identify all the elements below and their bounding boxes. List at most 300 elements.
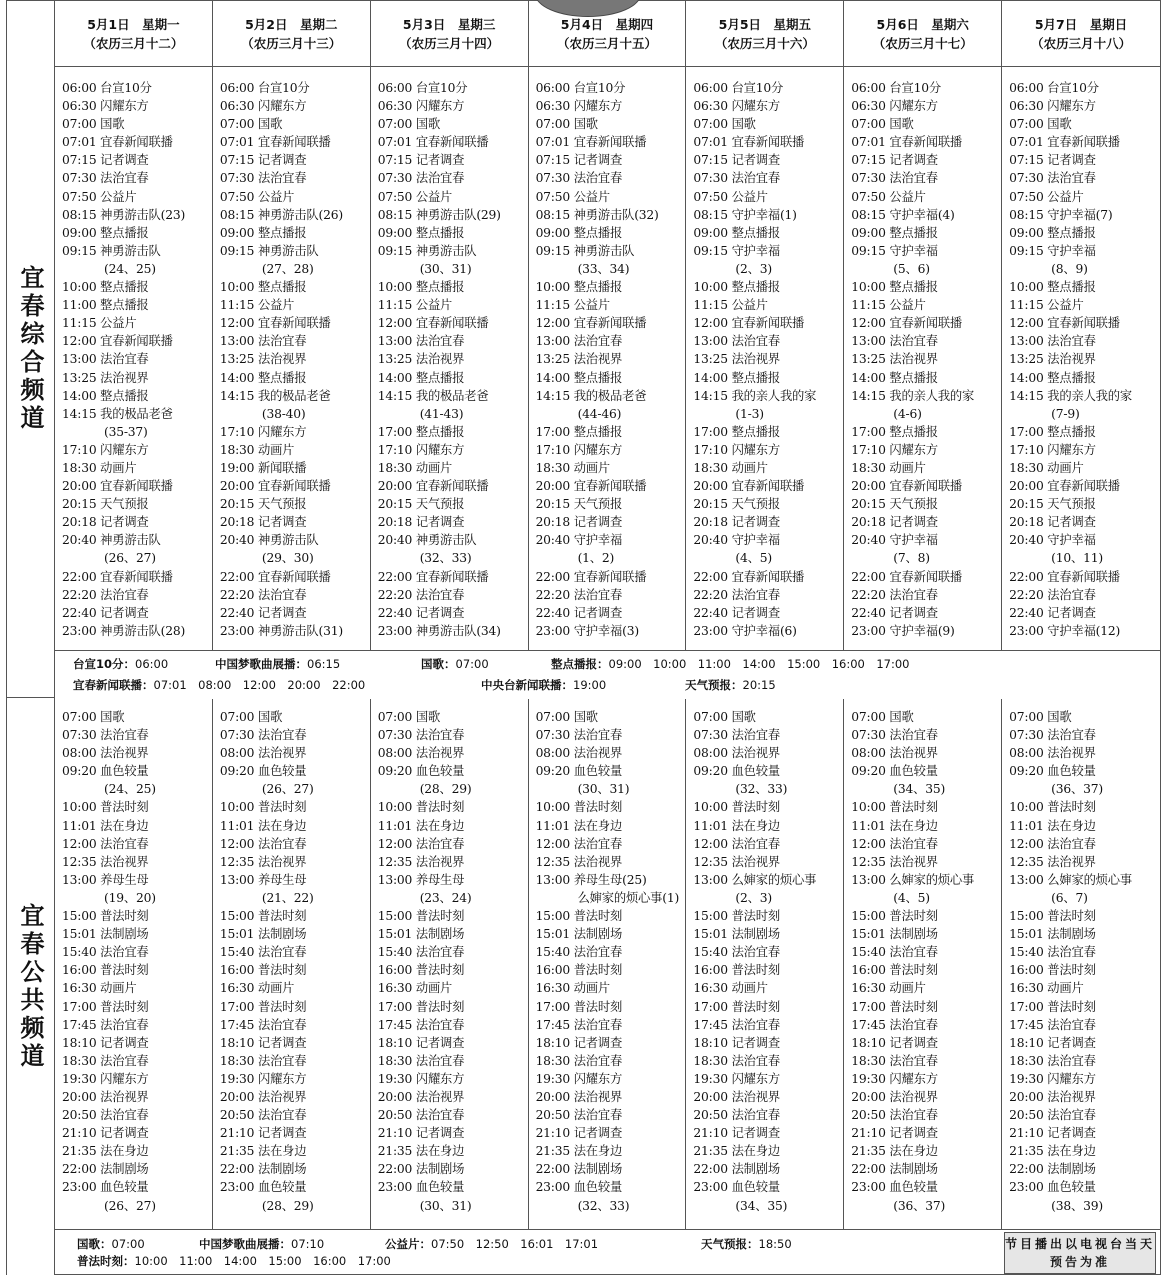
program-line: 07:50 公益片 bbox=[1009, 189, 1084, 204]
program-line: 21:10 记者调查 bbox=[851, 1126, 938, 1141]
program-line: 20:18 记者调查 bbox=[693, 515, 780, 530]
program-line: 20:00 法治视界 bbox=[535, 1089, 623, 1104]
program-line: 09:00 整点播报 bbox=[535, 225, 623, 240]
program-line: 06:30 闪耀东方 bbox=[1009, 99, 1096, 114]
program-line: 17:00 普法时刻 bbox=[62, 999, 149, 1014]
program-line: (34、35) bbox=[893, 782, 946, 797]
program-line: 23:00 守护幸福(9) bbox=[851, 623, 955, 638]
program-line: 20:40 神勇游击队 bbox=[377, 533, 477, 548]
day-column bbox=[371, 67, 529, 650]
program-line: 09:15 神勇游击队 bbox=[377, 243, 477, 258]
program-line: 09:15 神勇游击队 bbox=[219, 243, 319, 258]
program-line: 07:00 国歌 bbox=[693, 117, 756, 132]
day-column bbox=[371, 699, 529, 1229]
footer-item: 中国梦歌曲展播：06:15 bbox=[215, 657, 341, 671]
program-line: 16:00 普法时刻 bbox=[535, 963, 623, 978]
program-line: 08:00 法治视界 bbox=[1009, 746, 1096, 761]
program-line: 06:30 闪耀东方 bbox=[851, 99, 938, 114]
program-line: 13:00 养母生母 bbox=[62, 872, 149, 887]
channel1-footer bbox=[55, 654, 1160, 698]
program-line: 08:00 法治视界 bbox=[219, 746, 307, 761]
program-line: 23:00 神勇游击队(28) bbox=[62, 623, 186, 638]
program-line: 17:45 法治宜春 bbox=[1009, 1017, 1096, 1032]
program-line: 12:00 法治宜春 bbox=[62, 836, 149, 851]
program-line: 07:01 宜春新闻联播 bbox=[219, 135, 331, 150]
program-line: 15:40 法治宜春 bbox=[377, 945, 465, 960]
program-line: 19:30 闪耀东方 bbox=[62, 1071, 149, 1086]
program-line: 17:45 法治宜春 bbox=[377, 1017, 465, 1032]
program-line: 15:40 法治宜春 bbox=[62, 945, 149, 960]
program-line: 07:30 法治宜春 bbox=[535, 171, 623, 186]
program-line: 12:00 宜春新闻联播 bbox=[851, 316, 963, 331]
footer-item: 台宣10分：06:00 bbox=[73, 657, 169, 671]
program-line: 16:30 动画片 bbox=[377, 981, 453, 996]
program-line: 11:15 公益片 bbox=[851, 298, 926, 313]
program-line: 06:30 闪耀东方 bbox=[219, 99, 307, 114]
program-line: 12:00 法治宜春 bbox=[219, 836, 307, 851]
program-line: 07:00 国歌 bbox=[62, 710, 125, 724]
program-line: 09:20 血色较量 bbox=[535, 764, 623, 779]
program-line: 07:30 法治宜春 bbox=[377, 171, 465, 186]
program-line: (28、29) bbox=[261, 1198, 314, 1213]
program-line: 19:30 闪耀东方 bbox=[219, 1071, 307, 1086]
program-line: 07:50 公益片 bbox=[535, 189, 610, 204]
program-line: 13:25 法治视界 bbox=[1009, 352, 1096, 367]
program-line: 06:30 闪耀东方 bbox=[62, 99, 149, 114]
program-line: 21:35 法在身边 bbox=[1009, 1144, 1096, 1159]
program-line: 23:00 血色较量 bbox=[219, 1180, 307, 1195]
program-line: 20:40 守护幸福 bbox=[535, 533, 623, 548]
program-line: 14:00 整点播报 bbox=[693, 370, 780, 385]
program-line: 08:15 神勇游击队(23) bbox=[62, 207, 186, 222]
program-line: 08:15 神勇游击队(29) bbox=[377, 207, 501, 222]
program-line: 20:18 记者调查 bbox=[1009, 515, 1096, 530]
program-line: 07:00 国歌 bbox=[377, 710, 441, 724]
program-line: 12:00 宜春新闻联播 bbox=[535, 316, 647, 331]
day-column bbox=[686, 67, 844, 650]
program-line: 18:30 法治宜春 bbox=[535, 1053, 623, 1068]
program-line: 16:30 动画片 bbox=[851, 981, 926, 996]
program-line: (32、33) bbox=[577, 1198, 630, 1213]
program-line: 15:01 法制剧场 bbox=[535, 927, 623, 942]
program-line: 15:40 法治宜春 bbox=[1009, 945, 1096, 960]
program-line: (30、31) bbox=[577, 782, 630, 797]
program-line: 20:18 记者调查 bbox=[851, 515, 938, 530]
program-line: 22:20 法治宜春 bbox=[1009, 587, 1096, 602]
day-lunar: （农历三月十二） bbox=[83, 35, 184, 51]
program-line: 07:30 法治宜春 bbox=[1009, 728, 1096, 743]
program-line: 22:40 记者调查 bbox=[693, 605, 780, 620]
program-line: 23:00 守护幸福(3) bbox=[535, 623, 639, 638]
date-header-row bbox=[55, 1, 1160, 67]
program-line: 13:00 么婶家的烦心事 bbox=[1009, 872, 1132, 887]
program-line: 06:00 台宣10分 bbox=[377, 81, 468, 95]
program-line: 22:00 法制剧场 bbox=[535, 1162, 623, 1177]
program-line: 06:00 台宣10分 bbox=[693, 81, 784, 95]
program-line: 13:25 法治视界 bbox=[693, 352, 780, 367]
program-line: 18:30 法治宜春 bbox=[693, 1053, 780, 1068]
program-line: 07:15 记者调查 bbox=[851, 153, 938, 168]
program-line: (26、27) bbox=[261, 782, 314, 797]
program-line: 23:00 血色较量 bbox=[693, 1180, 780, 1195]
program-line: 07:00 国歌 bbox=[851, 710, 914, 724]
program-line: 20:00 宜春新闻联播 bbox=[535, 479, 647, 494]
program-line: 06:00 台宣10分 bbox=[851, 81, 941, 95]
program-line: 11:15 公益片 bbox=[693, 298, 768, 313]
program-line: (26、27) bbox=[104, 1198, 156, 1213]
program-line: 07:30 法治宜春 bbox=[693, 728, 780, 743]
footer-item: 公益片：07:50 12:50 16:01 17:01 bbox=[385, 1237, 599, 1251]
program-line: 10:00 普法时刻 bbox=[219, 800, 307, 815]
program-line: 13:25 法治视界 bbox=[62, 370, 149, 385]
program-line: 08:00 法治视界 bbox=[62, 746, 149, 761]
program-line: 07:30 法治宜春 bbox=[219, 171, 307, 186]
program-line: 11:15 公益片 bbox=[535, 298, 610, 313]
program-line: 21:35 法在身边 bbox=[535, 1144, 623, 1159]
program-line: 18:30 法治宜春 bbox=[1009, 1053, 1096, 1068]
program-line: 07:30 法治宜春 bbox=[1009, 171, 1096, 186]
program-line: 13:25 法治视界 bbox=[377, 352, 465, 367]
program-line: 07:00 国歌 bbox=[219, 710, 283, 724]
program-line: 23:00 血色较量 bbox=[1009, 1180, 1096, 1195]
program-line: 20:40 神勇游击队 bbox=[62, 533, 161, 548]
program-line: 11:01 法在身边 bbox=[535, 818, 623, 833]
program-line: 18:30 动画片 bbox=[1009, 460, 1084, 475]
program-line: (32、33) bbox=[419, 551, 472, 566]
program-line: 09:20 血色较量 bbox=[377, 764, 465, 779]
program-line: 13:00 法治宜春 bbox=[377, 334, 465, 349]
program-line: 12:00 宜春新闻联播 bbox=[377, 316, 489, 331]
program-line: 13:25 法治视界 bbox=[851, 352, 938, 367]
program-line: 11:15 公益片 bbox=[1009, 298, 1084, 313]
channel-label-comprehensive bbox=[7, 1, 55, 698]
program-line: 15:01 法制剧场 bbox=[377, 927, 465, 942]
program-line: 21:10 记者调查 bbox=[693, 1126, 780, 1141]
program-line: (2、3) bbox=[735, 261, 772, 276]
program-line: 16:00 普法时刻 bbox=[693, 963, 780, 978]
program-line: 23:00 血色较量 bbox=[851, 1180, 938, 1195]
program-line: 07:00 国歌 bbox=[1009, 117, 1072, 132]
program-line: 么婶家的烦心事(1) bbox=[577, 890, 680, 905]
program-line: 17:00 整点播报 bbox=[851, 424, 938, 439]
program-line: 07:30 法治宜春 bbox=[62, 728, 149, 743]
program-line: 07:01 宜春新闻联播 bbox=[377, 135, 489, 150]
program-line: 17:00 普法时刻 bbox=[693, 999, 780, 1014]
channel1-name: 宜春综合频道 bbox=[16, 265, 44, 433]
footer-item: 中国梦歌曲展播：07:10 bbox=[199, 1237, 325, 1251]
day-lunar: （农历三月十六） bbox=[714, 35, 815, 51]
program-line: 20:00 法治视界 bbox=[851, 1089, 938, 1104]
program-line: 21:10 记者调查 bbox=[62, 1126, 149, 1141]
program-line: 07:15 记者调查 bbox=[377, 153, 465, 168]
program-line: 20:00 法治视界 bbox=[693, 1089, 780, 1104]
program-line: 17:10 闪耀东方 bbox=[851, 442, 938, 457]
program-line: 07:00 国歌 bbox=[219, 117, 283, 132]
program-line: 11:01 法在身边 bbox=[693, 818, 780, 833]
program-line: (4、5) bbox=[893, 890, 930, 905]
program-line: 12:00 法治宜春 bbox=[693, 836, 780, 851]
program-line: 07:00 国歌 bbox=[62, 117, 125, 132]
program-line: 22:00 宜春新闻联播 bbox=[219, 569, 331, 584]
program-line: 12:00 宜春新闻联播 bbox=[1009, 316, 1120, 331]
program-line: 07:30 法治宜春 bbox=[851, 728, 938, 743]
program-line: 22:40 记者调查 bbox=[535, 605, 623, 620]
day-header bbox=[371, 1, 529, 66]
program-line: 19:00 新闻联播 bbox=[219, 460, 307, 475]
program-line: 18:30 动画片 bbox=[535, 460, 610, 475]
program-line: (2、3) bbox=[735, 890, 772, 905]
program-line: 17:10 闪耀东方 bbox=[693, 442, 780, 457]
program-line: 18:30 动画片 bbox=[62, 460, 137, 475]
program-line: 20:15 天气预报 bbox=[377, 497, 465, 512]
program-line: 18:10 记者调查 bbox=[219, 1035, 307, 1050]
footer-item: 宜春新闻联播：07:01 08:00 12:00 20:00 22:00 bbox=[73, 678, 366, 692]
program-line: (38、39) bbox=[1051, 1198, 1103, 1213]
program-line: 09:00 整点播报 bbox=[693, 225, 780, 240]
day-date: 5月5日 星期五 bbox=[718, 16, 812, 32]
day-column bbox=[529, 67, 687, 650]
program-line: 17:00 普法时刻 bbox=[535, 999, 623, 1014]
program-line: 06:00 台宣10分 bbox=[219, 81, 310, 95]
program-line: 15:01 法制剧场 bbox=[693, 927, 780, 942]
program-line: 22:00 宜春新闻联播 bbox=[1009, 569, 1120, 584]
program-line: 20:50 法治宜春 bbox=[693, 1108, 780, 1123]
program-line: 10:00 普法时刻 bbox=[693, 800, 780, 815]
day-date: 5月7日 星期日 bbox=[1034, 16, 1128, 32]
program-line: 15:01 法制剧场 bbox=[1009, 927, 1096, 942]
program-line: 20:15 天气预报 bbox=[693, 497, 780, 512]
program-line: 13:00 法治宜春 bbox=[851, 334, 938, 349]
program-line: 15:01 法制剧场 bbox=[219, 927, 307, 942]
program-line: 08:15 守护幸福(1) bbox=[693, 207, 797, 222]
program-line: 07:30 法治宜春 bbox=[535, 728, 623, 743]
program-line: 17:45 法治宜春 bbox=[219, 1017, 307, 1032]
program-line: (4-6) bbox=[893, 406, 922, 421]
program-line: 09:15 守护幸福 bbox=[693, 243, 780, 258]
footer-item: 国歌：07:00 bbox=[77, 1237, 145, 1251]
program-line: 20:15 天气预报 bbox=[851, 497, 938, 512]
program-line: 14:00 整点播报 bbox=[1009, 370, 1096, 385]
program-line: 09:20 血色较量 bbox=[219, 764, 307, 779]
day-lunar: （农历三月十八） bbox=[1031, 35, 1132, 51]
program-line: 07:50 公益片 bbox=[62, 189, 137, 204]
program-line: 17:45 法治宜春 bbox=[535, 1017, 623, 1032]
program-line: (10、11) bbox=[1051, 551, 1103, 566]
channel1-schedule-grid bbox=[55, 67, 1160, 651]
program-line: 06:30 闪耀东方 bbox=[535, 99, 623, 114]
program-line: (36、37) bbox=[1051, 782, 1103, 797]
program-line: 15:00 普法时刻 bbox=[535, 909, 623, 924]
program-line: 18:10 记者调查 bbox=[535, 1035, 623, 1050]
program-line: 07:00 国歌 bbox=[535, 117, 598, 132]
program-line: 21:35 法在身边 bbox=[693, 1144, 780, 1159]
program-line: 19:30 闪耀东方 bbox=[1009, 1071, 1096, 1086]
program-line: 06:00 台宣10分 bbox=[62, 81, 152, 95]
program-line: 12:35 法治视界 bbox=[377, 854, 465, 869]
program-line: 15:40 法治宜春 bbox=[535, 945, 623, 960]
program-line: 23:00 血色较量 bbox=[535, 1180, 623, 1195]
program-line: (38-40) bbox=[261, 406, 306, 421]
program-line: 22:00 宜春新闻联播 bbox=[535, 569, 647, 584]
program-line: 16:00 普法时刻 bbox=[1009, 963, 1096, 978]
program-line: 09:00 整点播报 bbox=[377, 225, 465, 240]
program-line: 20:00 宜春新闻联播 bbox=[62, 479, 173, 494]
program-line: 20:50 法治宜春 bbox=[535, 1108, 623, 1123]
program-line: (28、29) bbox=[419, 782, 472, 797]
program-line: 20:15 天气预报 bbox=[535, 497, 623, 512]
program-line: 22:00 宜春新闻联播 bbox=[693, 569, 805, 584]
program-line: 19:30 闪耀东方 bbox=[851, 1071, 938, 1086]
program-line: 20:40 守护幸福 bbox=[1009, 533, 1096, 548]
program-line: 07:01 宜春新闻联播 bbox=[851, 135, 963, 150]
program-line: 19:30 闪耀东方 bbox=[535, 1071, 623, 1086]
program-line: 21:35 法在身边 bbox=[62, 1144, 149, 1159]
footer-item: 中央台新闻联播：19:00 bbox=[481, 678, 607, 692]
program-line: 18:30 动画片 bbox=[377, 460, 453, 475]
program-line: 17:45 法治宜春 bbox=[851, 1017, 938, 1032]
day-date: 5月2日 星期二 bbox=[245, 16, 338, 32]
day-header bbox=[844, 1, 1002, 66]
program-line: 20:00 法治视界 bbox=[219, 1089, 307, 1104]
program-line: 18:30 动画片 bbox=[219, 442, 295, 457]
program-line: 13:00 养母生母 bbox=[219, 872, 307, 887]
program-line: 23:00 血色较量 bbox=[377, 1180, 465, 1195]
program-line: 10:00 普法时刻 bbox=[851, 800, 938, 815]
day-date: 5月4日 星期四 bbox=[560, 16, 654, 32]
program-line: (44-46) bbox=[577, 406, 622, 421]
program-line: 23:00 守护幸福(6) bbox=[693, 623, 797, 638]
program-line: 09:15 神勇游击队 bbox=[535, 243, 635, 258]
program-line: 13:00 养母生母 bbox=[377, 872, 465, 887]
program-line: 20:50 法治宜春 bbox=[851, 1108, 938, 1123]
program-line: 18:30 法治宜春 bbox=[377, 1053, 465, 1068]
program-line: 22:00 法制剧场 bbox=[693, 1162, 780, 1177]
program-line: 07:01 宜春新闻联播 bbox=[535, 135, 647, 150]
program-line: 07:30 法治宜春 bbox=[219, 728, 307, 743]
program-line: 06:00 台宣10分 bbox=[1009, 81, 1099, 95]
program-line: 22:40 记者调查 bbox=[377, 605, 465, 620]
program-line: 08:15 守护幸福(7) bbox=[1009, 207, 1113, 222]
program-line: 20:00 宜春新闻联播 bbox=[219, 479, 331, 494]
program-line: (24、25) bbox=[104, 782, 156, 797]
program-line: 20:00 宜春新闻联播 bbox=[851, 479, 963, 494]
day-header bbox=[686, 1, 844, 66]
program-line: (5、6) bbox=[893, 261, 930, 276]
program-line: 18:30 动画片 bbox=[851, 460, 926, 475]
program-line: 18:10 记者调查 bbox=[851, 1035, 938, 1050]
program-line: 09:20 血色较量 bbox=[693, 764, 780, 779]
program-line: 21:35 法在身边 bbox=[219, 1144, 307, 1159]
program-line: 12:00 法治宜春 bbox=[535, 836, 623, 851]
program-line: 07:30 法治宜春 bbox=[377, 728, 465, 743]
program-line: (7-9) bbox=[1051, 406, 1080, 421]
day-column bbox=[213, 699, 371, 1229]
program-line: 14:00 整点播报 bbox=[377, 370, 465, 385]
program-line: 09:20 血色较量 bbox=[62, 764, 149, 779]
program-line: 11:01 法在身边 bbox=[219, 818, 307, 833]
program-line: 14:00 整点播报 bbox=[851, 370, 938, 385]
channel2-name: 宜春公共频道 bbox=[16, 902, 44, 1071]
program-line: (1-3) bbox=[735, 406, 764, 421]
footer-item: 整点播报：09:00 10:00 11:00 14:00 15:00 16:00 17:00 bbox=[551, 657, 910, 671]
program-line: 07:00 国歌 bbox=[851, 117, 914, 132]
program-line: 10:00 普法时刻 bbox=[62, 800, 149, 815]
footer-item: 天气预报：18:50 bbox=[701, 1237, 792, 1251]
program-line: 09:20 血色较量 bbox=[851, 764, 938, 779]
program-line: (4、5) bbox=[735, 551, 772, 566]
day-column bbox=[1002, 699, 1160, 1229]
program-line: 18:30 法治宜春 bbox=[219, 1053, 307, 1068]
day-lunar: （农历三月十四） bbox=[399, 35, 500, 51]
program-line: 16:30 动画片 bbox=[693, 981, 768, 996]
program-line: 13:25 法治视界 bbox=[535, 352, 623, 367]
day-column bbox=[1002, 67, 1160, 650]
program-line: (30、31) bbox=[419, 261, 472, 276]
program-line: 08:15 神勇游击队(32) bbox=[535, 207, 659, 222]
program-line: (24、25) bbox=[104, 261, 156, 276]
day-header bbox=[55, 1, 213, 66]
program-line: 12:00 宜春新闻联播 bbox=[693, 316, 805, 331]
program-line: 22:20 法治宜春 bbox=[693, 587, 780, 602]
channel2-schedule-grid bbox=[55, 699, 1160, 1230]
program-line: 20:15 天气预报 bbox=[62, 497, 149, 512]
program-line: 11:15 公益片 bbox=[219, 298, 295, 313]
program-line: 16:00 普法时刻 bbox=[219, 963, 307, 978]
program-line: 07:50 公益片 bbox=[851, 189, 926, 204]
program-line: (36、37) bbox=[893, 1198, 946, 1213]
day-header bbox=[213, 1, 371, 66]
program-line: 12:00 法治宜春 bbox=[1009, 836, 1096, 851]
channel2-footer bbox=[55, 1234, 1160, 1276]
program-line: 07:00 国歌 bbox=[1009, 710, 1072, 724]
program-line: 13:00 么婶家的烦心事 bbox=[693, 872, 817, 887]
program-line: 10:00 整点播报 bbox=[219, 280, 307, 295]
program-line: 23:00 守护幸福(12) bbox=[1009, 623, 1121, 638]
program-line: 06:00 台宣10分 bbox=[535, 81, 626, 95]
program-line: 20:00 宜春新闻联播 bbox=[377, 479, 489, 494]
program-line: 09:15 守护幸福 bbox=[1009, 243, 1096, 258]
program-line: 17:00 普法时刻 bbox=[219, 999, 307, 1014]
day-header bbox=[1002, 1, 1160, 66]
program-line: 22:40 记者调查 bbox=[219, 605, 307, 620]
program-line: 08:00 法治视界 bbox=[535, 746, 623, 761]
program-line: (27、28) bbox=[261, 261, 314, 276]
program-line: 08:00 法治视界 bbox=[851, 746, 938, 761]
program-line: 20:50 法治宜春 bbox=[62, 1108, 149, 1123]
program-line: (21、22) bbox=[261, 890, 314, 905]
program-line: (6、7) bbox=[1051, 890, 1088, 905]
day-lunar: （农历三月十五） bbox=[556, 35, 657, 51]
program-line: 21:35 法在身边 bbox=[851, 1144, 938, 1159]
program-line: 08:00 法治视界 bbox=[377, 746, 465, 761]
program-line: 20:00 法治视界 bbox=[377, 1089, 465, 1104]
program-line: 15:01 法制剧场 bbox=[851, 927, 938, 942]
program-line: 20:40 守护幸福 bbox=[693, 533, 780, 548]
program-line: 14:15 我的极品老爸 bbox=[219, 388, 331, 403]
program-line: 09:00 整点播报 bbox=[62, 225, 149, 240]
program-line: 18:10 记者调查 bbox=[62, 1035, 149, 1050]
channel-label-public bbox=[7, 698, 55, 1275]
program-line: 23:00 神勇游击队(31) bbox=[219, 623, 343, 638]
program-line: 14:15 我的极品老爸 bbox=[535, 388, 647, 403]
program-line: 10:00 整点播报 bbox=[535, 280, 623, 295]
program-line: 17:00 整点播报 bbox=[377, 424, 465, 439]
program-line: 14:15 我的亲人我的家 bbox=[693, 388, 817, 403]
program-line: 15:00 普法时刻 bbox=[62, 909, 149, 924]
program-line: 17:00 普法时刻 bbox=[377, 999, 465, 1014]
program-line: 20:50 法治宜春 bbox=[377, 1108, 465, 1123]
program-line: 22:00 宜春新闻联播 bbox=[377, 569, 489, 584]
